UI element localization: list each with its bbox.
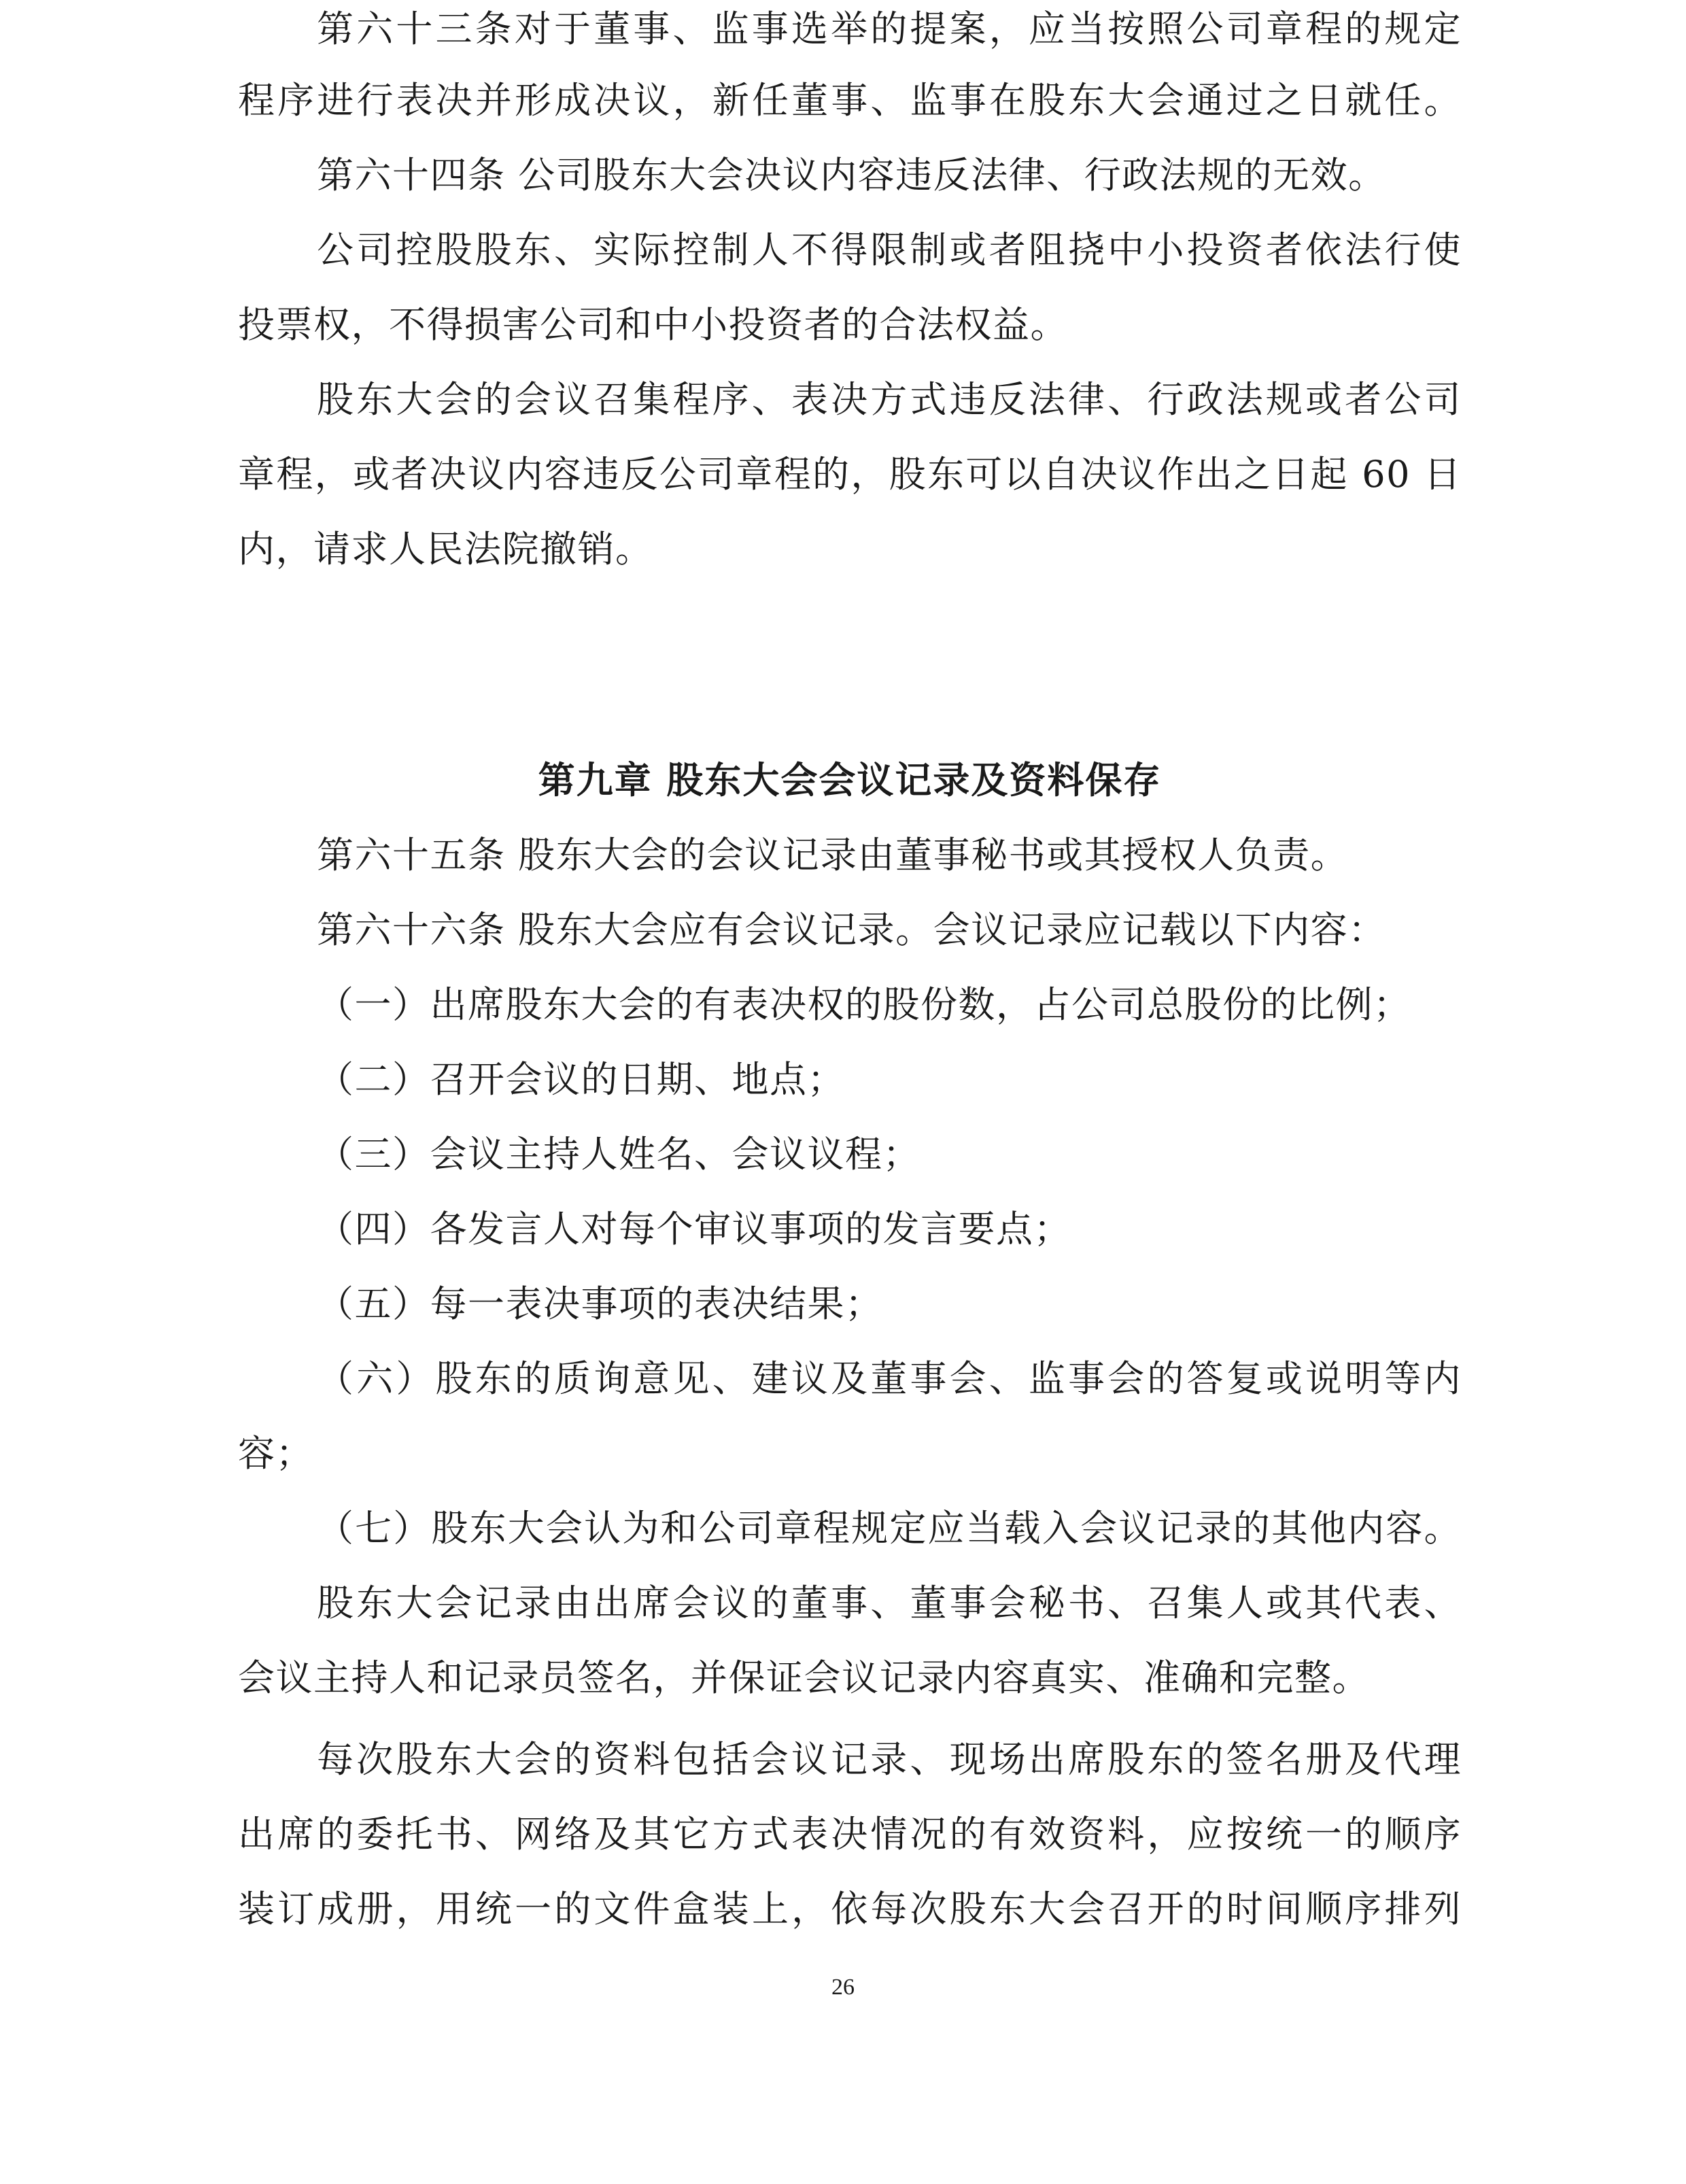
text-line: （五）每一表决事项的表决结果； [317, 1282, 883, 1325]
text-line: 第六十三条对于董事、监事选举的提案，应当按照公司章程的规定 [317, 7, 1462, 50]
text-line: （三）会议主持人姓名、会议议程； [317, 1133, 921, 1176]
text-line: 股东大会记录由出席会议的董事、董事会秘书、召集人或其代表、 [317, 1582, 1462, 1624]
text-line: 公司控股股东、实际控制人不得限制或者阻挠中小投资者依法行使 [317, 228, 1462, 271]
text-line: 出席的委托书、网络及其它方式表决情况的有效资料，应按统一的顺序 [238, 1813, 1462, 1856]
text-line: 会议主持人和记录员签名，并保证会议记录内容真实、准确和完整。 [238, 1656, 1370, 1699]
chapter-heading: 第九章 股东大会会议记录及资料保存 [538, 759, 1162, 802]
text-line: （二）召开会议的日期、地点； [317, 1058, 845, 1101]
text-line: 每次股东大会的资料包括会议记录、现场出席股东的签名册及代理 [317, 1738, 1462, 1781]
text-line: 第六十六条 股东大会应有会议记录。会议记录应记载以下内容： [317, 908, 1386, 951]
text-line: 第六十五条 股东大会的会议记录由董事秘书或其授权人负责。 [317, 834, 1349, 876]
text-line: （六）股东的质询意见、建议及董事会、监事会的答复或说明等内 [317, 1357, 1462, 1400]
text-line: 股东大会的会议召集程序、表决方式违反法律、行政法规或者公司 [317, 378, 1462, 421]
text-line: 投票权，不得损害公司和中小投资者的合法权益。 [238, 303, 1068, 346]
text-line: （一）出席股东大会的有表决权的股份数，占公司总股份的比例； [317, 983, 1411, 1026]
text-line: 内，请求人民法院撤销。 [238, 528, 653, 570]
text-line: 第六十四条 公司股东大会决议内容违反法律、行政法规的无效。 [317, 154, 1386, 197]
text-line: （四）各发言人对每个审议事项的发言要点； [317, 1208, 1071, 1250]
text-line: 装订成册，用统一的文件盒装上，依每次股东大会召开的时间顺序排列 [238, 1888, 1462, 1930]
text-line: 章程，或者决议内容违反公司章程的，股东可以自决议作出之日起 60 日 [238, 453, 1462, 496]
text-line: （七）股东大会认为和公司章程规定应当载入会议记录的其他内容。 [317, 1507, 1462, 1550]
text-line: 程序进行表决并形成决议，新任董事、监事在股东大会通过之日就任。 [238, 79, 1462, 122]
text-line: 容； [238, 1432, 313, 1475]
page-number: 26 [831, 1975, 855, 2000]
